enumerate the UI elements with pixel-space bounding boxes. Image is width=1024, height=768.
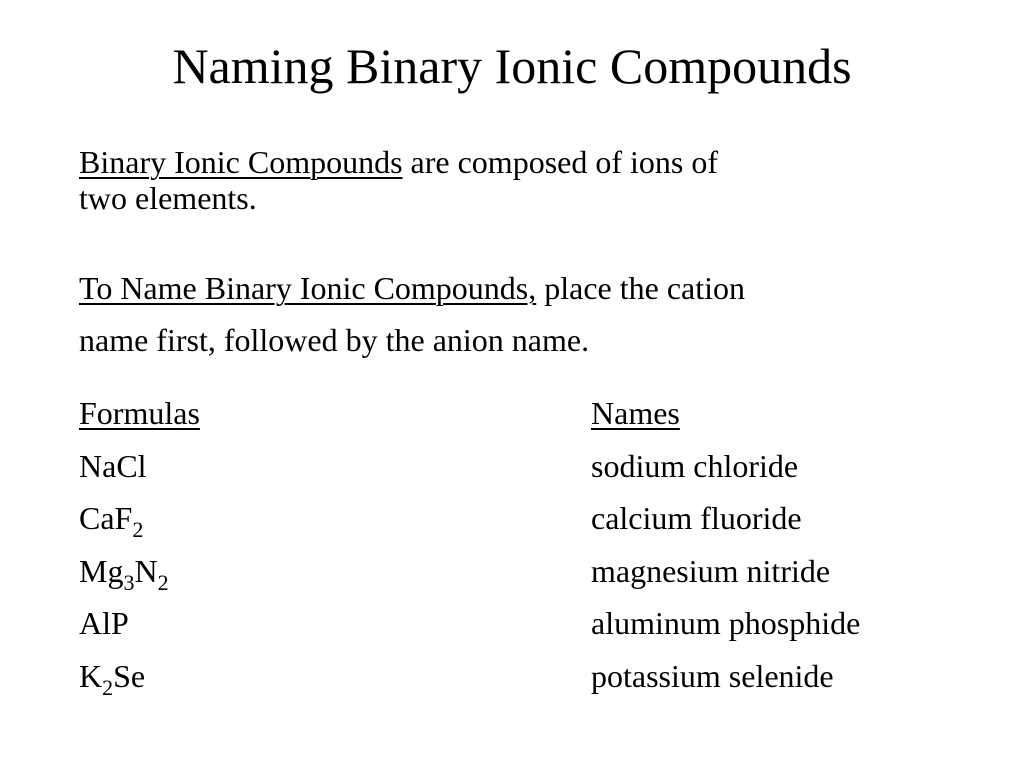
definition-line-1 (79, 144, 718, 180)
formulas-header-row (79, 387, 200, 440)
formula-text: CaF (79, 500, 133, 536)
formula-text: Mg (79, 552, 124, 589)
rule-line-2: name first, followed by the anion name. (79, 322, 590, 358)
formulas-column (79, 387, 200, 702)
formula-text: K (79, 657, 103, 694)
formula-cell (79, 545, 200, 598)
formula-text: Se (113, 657, 146, 694)
name-list (591, 440, 860, 703)
slide-title: Naming Binary Ionic Compounds (172, 38, 852, 94)
definition-text-1: are composed of ions of (402, 144, 718, 180)
name-cell: potassium selenide (591, 657, 834, 694)
rule-term: To Name Binary Ionic Compounds, (79, 270, 537, 306)
names-header: Names (591, 395, 680, 431)
formula-text: N (134, 552, 158, 589)
rule-text-1: place the cation (536, 270, 746, 306)
formula-list (79, 440, 200, 703)
name-cell: aluminum phosphide (591, 605, 861, 641)
formula-subscript: 2 (132, 517, 144, 542)
name-cell: sodium chloride (591, 447, 799, 484)
formula-subscript: 2 (157, 569, 169, 595)
formula-cell (79, 492, 200, 545)
names-header-row (591, 387, 860, 440)
name-cell: magnesium nitride (591, 552, 831, 589)
formula-text: AlP (79, 605, 129, 641)
formulas-header: Formulas (79, 395, 200, 431)
name-cell: calcium fluoride (591, 500, 802, 536)
rule-line-1 (79, 262, 745, 314)
definition-paragraph (79, 144, 718, 216)
formula-text: NaCl (79, 447, 147, 484)
formula-cell (79, 650, 200, 703)
rule-paragraph (79, 262, 745, 366)
formula-cell (79, 440, 200, 493)
definition-term: Binary Ionic Compounds (79, 144, 403, 180)
formula-cell (79, 597, 200, 650)
names-column (591, 387, 860, 702)
definition-line-2: two elements. (79, 180, 257, 216)
formula-subscript: 2 (102, 674, 114, 700)
formula-subscript: 3 (123, 569, 135, 595)
